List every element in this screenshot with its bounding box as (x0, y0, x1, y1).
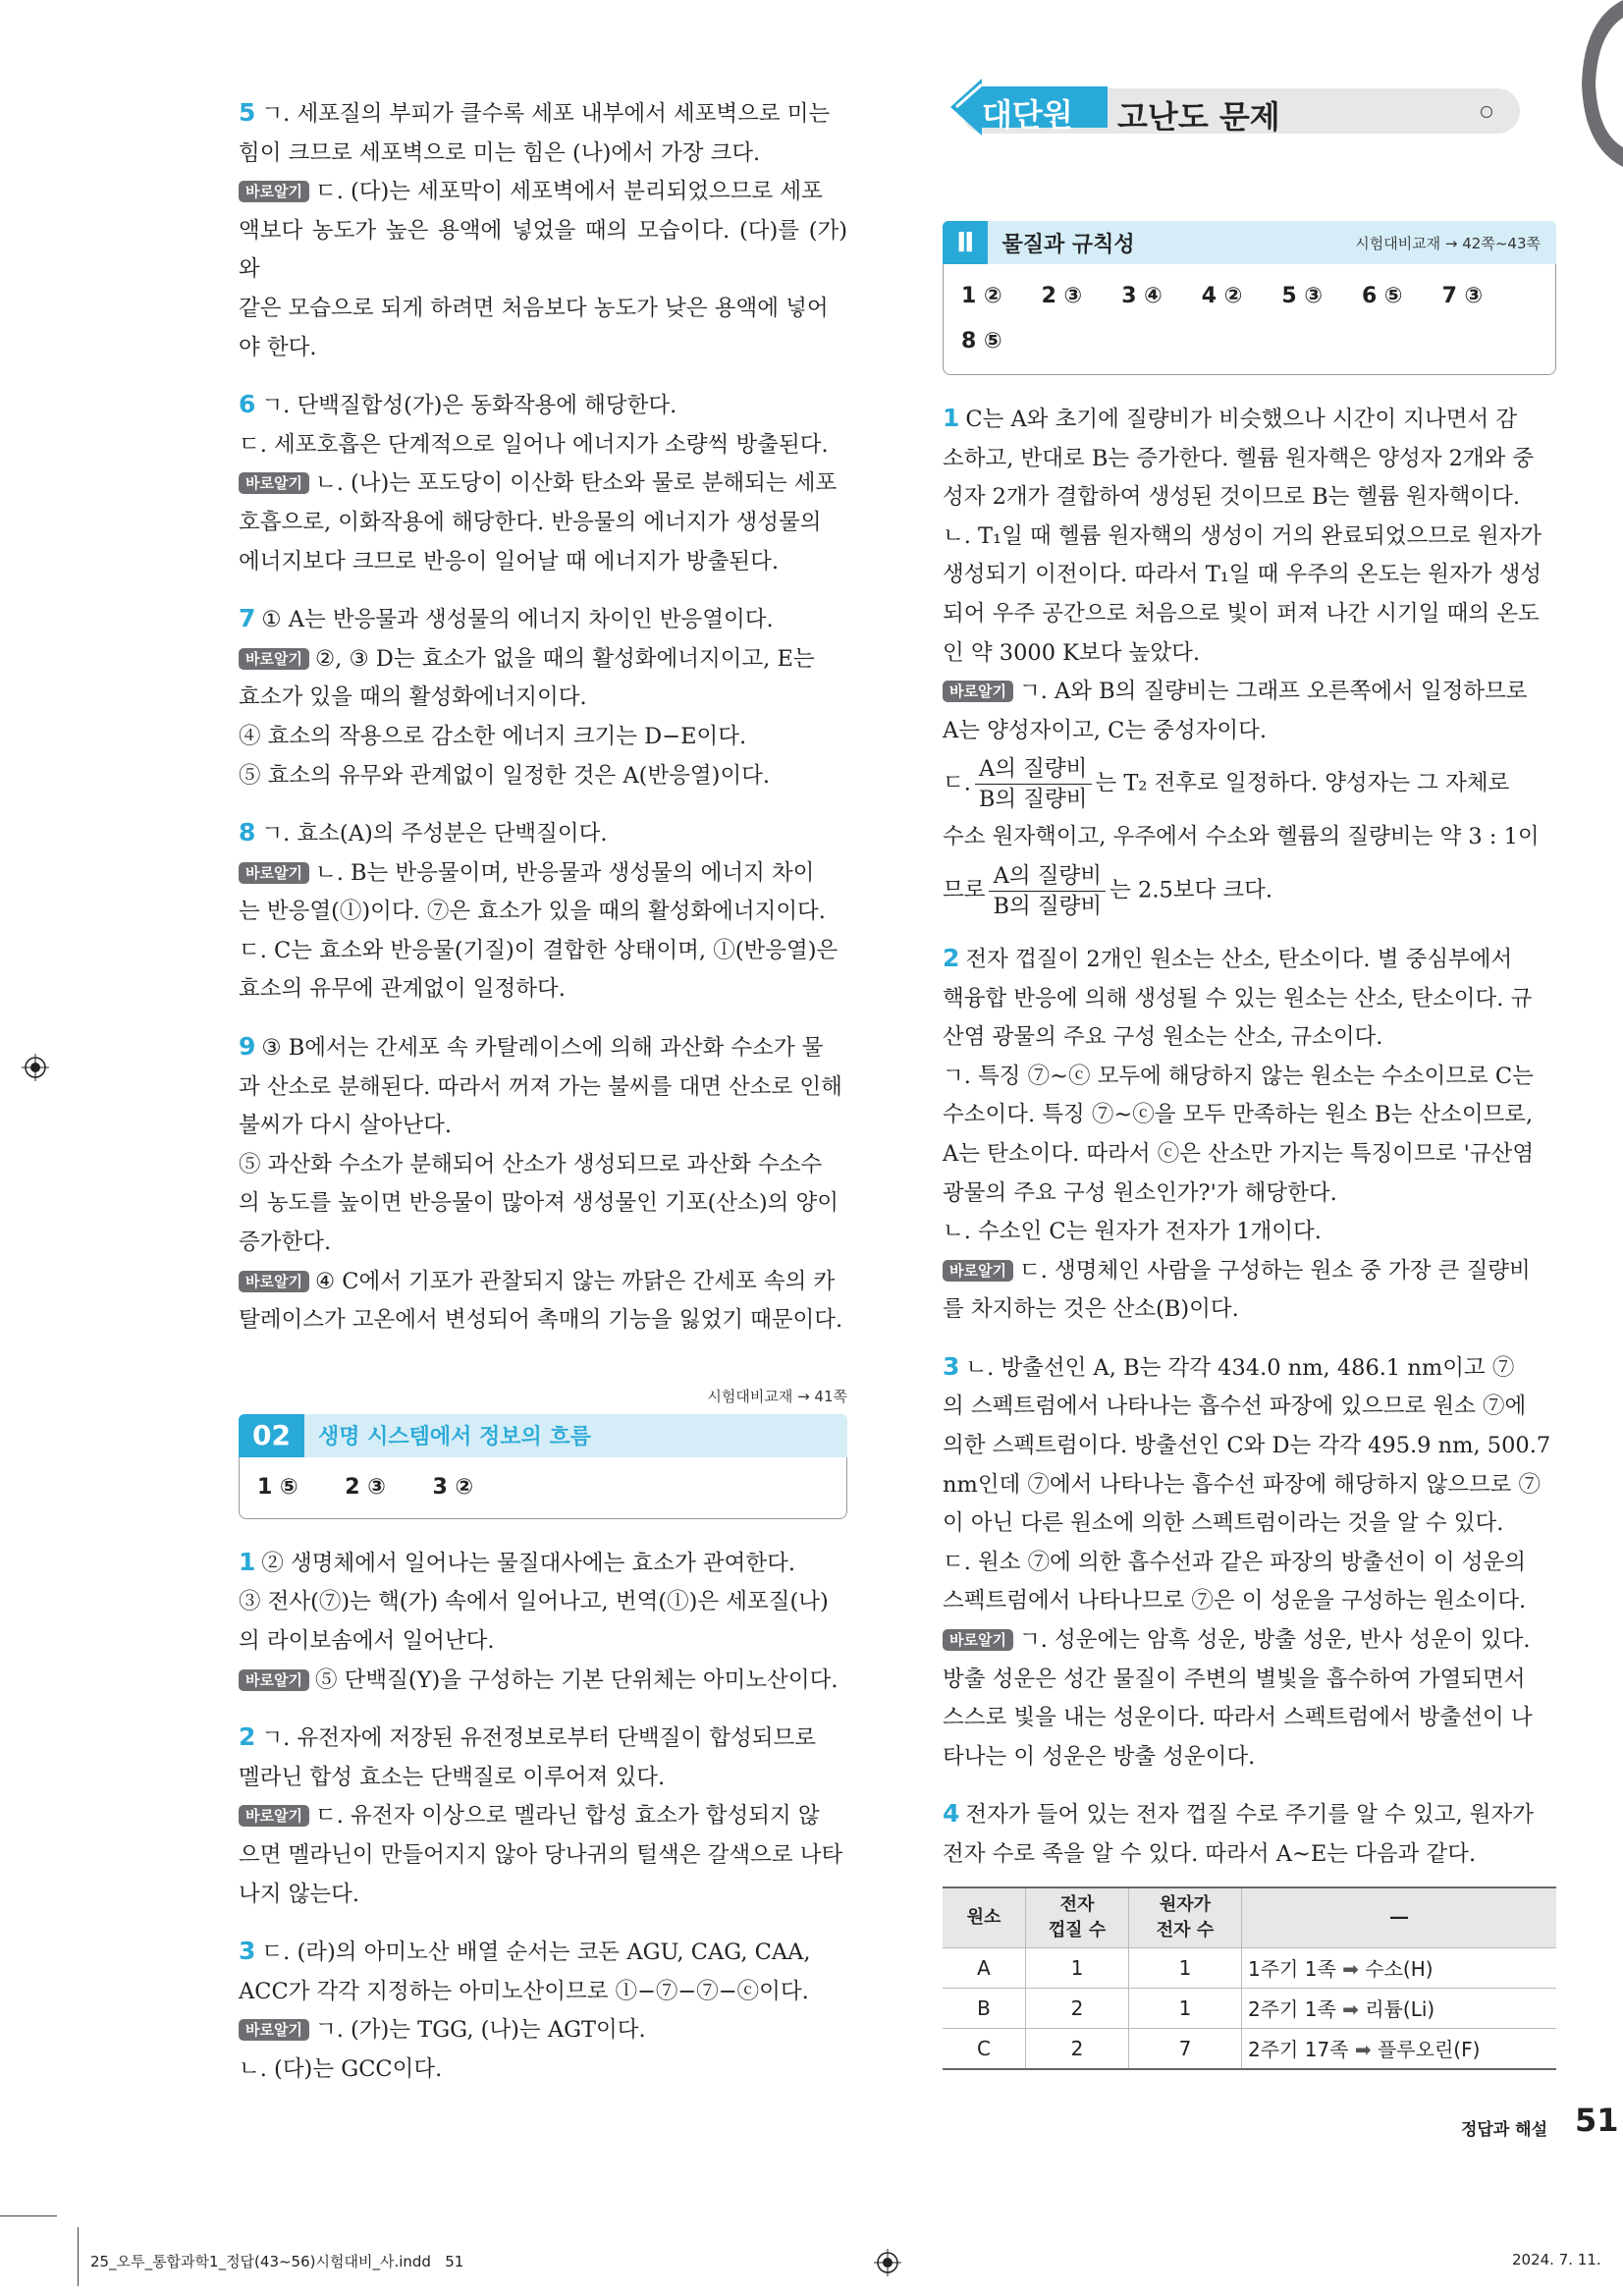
registration-mark-icon (874, 2249, 901, 2276)
answer-text: 호흡으로, 이화작용에 해당한다. 반응물의 에너지가 생성물의 (239, 509, 822, 535)
answer-text: 인 약 3000 K보다 높았다. (943, 639, 1200, 666)
answer-key-item: 4 ② (1201, 284, 1243, 308)
answer-key-item: 8 ⑤ (961, 329, 1002, 354)
answer-text: ㄷ. 세포호흡은 단계적으로 일어나 에너지가 소량씩 방출된다. (239, 431, 829, 458)
answer-II-4 (943, 1794, 1556, 1874)
answer-text: ㄱ. 유전자에 저장된 유전정보로부터 단백질이 합성되므로 (261, 1725, 816, 1752)
fraction-numerator: A의 질량비 (975, 754, 1092, 785)
page-number: 51 (1575, 2102, 1619, 2139)
answer-text: A는 탄소이다. 따라서 ⓒ은 산소만 가지는 특징이므로 '규산염 (943, 1140, 1535, 1167)
section-header-II (943, 221, 1556, 264)
table-cell: 2 (1026, 2028, 1129, 2069)
answer-text: ③ 전사(⑦)는 핵(가) 속에서 일어나고, 번역(ⓛ)은 세포질(나) (239, 1589, 829, 1615)
answer-text: 으면 멜라닌이 만들어지지 않아 당나귀의 털색은 갈색으로 나타 (239, 1841, 843, 1868)
answer-text: 야 한다. (239, 334, 317, 360)
table-cell: 1 (1026, 1947, 1129, 1988)
answer-text: 불씨가 다시 살아난다. (239, 1113, 453, 1139)
answer-text: 탈레이스가 고온에서 변성되어 촉매의 기능을 잃었기 때문이다. (239, 1307, 843, 1334)
table-cell (1242, 1947, 1557, 1988)
fraction-numerator: A의 질량비 (989, 861, 1106, 892)
answer-6 (239, 385, 847, 581)
answer-key-item: 7 ③ (1441, 284, 1484, 308)
table-cell: B (943, 1988, 1026, 2028)
fraction (989, 861, 1106, 921)
table-cell (1242, 2028, 1557, 2069)
answer-text: ④ 효소의 작용으로 감소한 에너지 크기는 D−E이다. (239, 723, 747, 749)
arrow-icon: ➡ (1342, 1997, 1359, 2022)
answer-text: 생성되기 이전이다. 따라서 T₁일 때 우주의 온도는 원자가 생성 (943, 562, 1542, 588)
item-number: 8 (239, 818, 256, 847)
period-group: 2주기 17족 (1248, 2038, 1349, 2062)
answer-text: 수소 원자핵이고, 우주에서 수소와 헬륨의 질량비는 약 3 : 1이 (943, 824, 1540, 850)
answer-text: 소하고, 반대로 B는 증가한다. 헬륨 원자핵은 양성자 2개와 중 (943, 445, 1535, 471)
table-row (943, 1947, 1556, 1988)
answer-text: ㄷ. C는 효소와 반응물(기질)이 결합한 상태이며, ⓛ(반응열)은 (239, 937, 839, 963)
answer-key-02 (239, 1457, 847, 1519)
table-cell: A (943, 1947, 1026, 1988)
table-header: 전자 껍질 수 (1026, 1887, 1129, 1948)
table-header: ― (1242, 1887, 1557, 1948)
answer-key-II (943, 264, 1556, 375)
correction-tag: 바로알기 (239, 2019, 309, 2041)
left-column (239, 93, 847, 2107)
answer-text: ④ C에서 기포가 관찰되지 않는 까닭은 간세포 속의 카 (314, 1268, 836, 1294)
corner-tab-icon (1574, 0, 1623, 167)
textbook-reference: 시험대비교재 → 41쪽 (707, 1387, 847, 1405)
answer-text: ㄴ. T₁일 때 헬륨 원자핵의 생성이 거의 완료되었으므로 원자가 (943, 522, 1542, 549)
registration-mark-icon (22, 1054, 49, 1081)
footer-section-label: 정답과 해설 (1461, 2120, 1548, 2140)
answer-text: 전자 수로 족을 알 수 있다. 따라서 A~E는 다음과 같다. (943, 1841, 1477, 1867)
answer-key-item: 2 ③ (1041, 284, 1083, 308)
crop-line (0, 2215, 57, 2216)
item-number: 2 (943, 943, 960, 972)
answer-text: 의 스펙트럼에서 나타나는 흡수선 파장에 있으므로 원소 ⑦에 (943, 1394, 1527, 1420)
answer-text: 를 차지하는 것은 산소(B)이다. (943, 1296, 1239, 1323)
section-header-02 (239, 1414, 847, 1457)
answer-text: ㄴ. 방출선인 A, B는 각각 434.0 nm, 486.1 nm이고 ⑦ (965, 1354, 1515, 1381)
answer-text: ㄷ. 유전자 이상으로 멜라닌 합성 효소가 합성되지 않 (314, 1803, 820, 1830)
fraction-denominator: B의 질량비 (993, 893, 1103, 919)
table-cell: C (943, 2028, 1026, 2069)
answer-text: ㄷ. (라)의 아미노산 배열 순서는 코돈 AGU, CAG, CAA, (261, 1940, 811, 1966)
item-number: 1 (239, 1547, 256, 1576)
answer-text: 효소의 유무에 관계없이 일정하다. (239, 976, 566, 1003)
answer-text: 되어 우주 공간으로 처음으로 빛이 퍼져 나간 시기일 때의 온도 (943, 600, 1540, 627)
answer-text: ㄱ. 효소(A)의 주성분은 단백질이다. (261, 821, 608, 847)
answer-text: 나지 않는다. (239, 1881, 359, 1907)
correction-tag: 바로알기 (239, 1271, 309, 1292)
answer-text: 멜라닌 합성 효소는 단백질로 이루어져 있다. (239, 1764, 666, 1790)
correction-tag: 바로알기 (239, 472, 309, 494)
correction-tag: 바로알기 (239, 181, 309, 202)
item-number: 7 (239, 604, 256, 633)
answer-text: C는 A와 초기에 질량비가 비슷했으나 시간이 지나면서 감 (965, 407, 1518, 432)
answer-text: ACC가 각각 지정하는 아미노산이므로 ⓛ−⑦−⑦−ⓒ이다. (239, 1978, 809, 2004)
section-number: Ⅱ (943, 221, 988, 264)
right-column (943, 167, 1556, 2070)
table-cell: 7 (1129, 2028, 1242, 2069)
answer-key-item: 3 ④ (1121, 284, 1163, 308)
item-number: 1 (943, 404, 960, 432)
answer-text: 과 산소로 분해된다. 따라서 꺼져 가는 불씨를 대면 산소로 인해 (239, 1073, 842, 1100)
textbook-reference: 시험대비교재 → 42쪽~43쪽 (1355, 234, 1541, 252)
fraction (975, 754, 1092, 814)
arrow-icon: ➡ (1354, 2038, 1372, 2062)
answer-text: 전자 껍질이 2개인 원소는 산소, 탄소이다. 별 중심부에서 (965, 946, 1513, 972)
crop-line (78, 2227, 79, 2286)
answer-text: ㄷ. (943, 770, 971, 796)
correction-tag: 바로알기 (943, 1260, 1013, 1282)
section-number: 02 (239, 1414, 304, 1457)
fraction-denominator: B의 질량비 (978, 787, 1088, 813)
answer-text: 같은 모습으로 되게 하려면 처음보다 농도가 낮은 용액에 넣어 (239, 295, 829, 321)
answer-text: ⑤ 단백질(Y)을 구성하는 기본 단위체는 아미노산이다. (314, 1667, 839, 1693)
correction-tag: 바로알기 (943, 681, 1013, 702)
period-group: 1주기 1족 (1248, 1957, 1336, 1982)
answer-text: 타나는 이 성운은 방출 성운이다. (943, 1743, 1256, 1770)
answer-text: ㄴ. (다)는 GCC이다. (239, 2055, 443, 2082)
answer-text: ㄷ. 생명체인 사람을 구성하는 원소 중 가장 큰 질량비 (1018, 1257, 1531, 1284)
period-group: 2주기 1족 (1248, 1997, 1336, 2022)
answer-8 (239, 813, 847, 1010)
answer-02-1 (239, 1543, 847, 1700)
answer-text: 는 반응열(ⓛ)이다. ⑦은 효소가 있을 때의 활성화에너지이다. (239, 899, 826, 925)
answer-text: 는 2.5보다 크다. (1109, 877, 1273, 903)
element-name: 플루오린(F) (1377, 2038, 1481, 2062)
answer-9 (239, 1027, 847, 1340)
answer-text: 의한 스펙트럼이다. 방출선인 C와 D는 각각 495.9 nm, 500.7 (943, 1433, 1551, 1459)
answer-text: 의 농도를 높이면 반응물이 많아져 생성물인 기포(산소)의 양이 (239, 1190, 839, 1217)
answer-text: ㄴ. 수소인 C는 원자가 전자가 1개이다. (943, 1219, 1322, 1245)
answer-II-2 (943, 939, 1556, 1330)
item-number: 5 (239, 98, 256, 127)
answer-text: ㄱ. (가)는 TGG, (나)는 AGT이다. (314, 2017, 646, 2044)
answer-text: 증가한다. (239, 1230, 332, 1256)
answer-text: 의 라이보솜에서 일어난다. (239, 1628, 495, 1654)
answer-02-3 (239, 1932, 847, 2089)
title-badge-text: 대단원 (982, 96, 1073, 134)
answer-text: ㄴ. (나)는 포도당이 이산화 탄소와 물로 분해되는 세포 (314, 470, 838, 497)
answer-text: 수소이다. 특징 ⑦~ⓒ을 모두 만족하는 원소 B는 산소이므로, (943, 1102, 1534, 1128)
answer-text: 는 T₂ 전후로 일정하다. 양성자는 그 자체로 (1095, 770, 1510, 796)
item-number: 3 (943, 1351, 960, 1381)
answer-text: 효소가 있을 때의 활성화에너지이다. (239, 684, 587, 711)
answer-II-1 (943, 399, 1556, 921)
table-cell: 1 (1129, 1947, 1242, 1988)
item-number: 4 (943, 1799, 960, 1829)
answer-text: 광물의 주요 구성 원소인가?'가 해당한다. (943, 1179, 1337, 1206)
answer-text: ㄱ. 특징 ⑦~ⓒ 모두에 해당하지 않는 원소는 수소이므로 C는 (943, 1063, 1534, 1089)
answer-7 (239, 599, 847, 795)
answer-text: 핵융합 반응에 의해 생성될 수 있는 원소는 산소, 탄소이다. 규 (943, 985, 1533, 1011)
table-cell: 2 (1026, 1988, 1129, 2028)
element-name: 수소(H) (1365, 1957, 1434, 1982)
answer-text: ② 생명체에서 일어나는 물질대사에는 효소가 관여한다. (261, 1550, 795, 1576)
answer-text: 스펙트럼에서 나타나므로 ⑦은 이 성운을 구성하는 원소이다. (943, 1588, 1527, 1614)
correction-tag: 바로알기 (239, 1805, 309, 1827)
answer-text: nm인데 ⑦에서 나타나는 흡수선 파장에 해당하지 않으므로 ⑦ (943, 1471, 1542, 1498)
table-cell (1242, 1988, 1557, 2028)
answer-02-2 (239, 1718, 847, 1914)
section-title: 물질과 규칙성 (1001, 232, 1135, 257)
answer-II-3 (943, 1347, 1556, 1777)
answer-text: ㄱ. 세포질의 부피가 클수록 세포 내부에서 세포벽으로 미는 (261, 101, 831, 127)
item-number: 6 (239, 390, 256, 419)
element-table (943, 1886, 1556, 2070)
file-info: 25_오투_통합과학1_정답(43~56)시험대비_사.indd 51 (90, 2253, 464, 2270)
answer-key-item: 6 ⑤ (1361, 284, 1403, 308)
correction-tag: 바로알기 (239, 862, 309, 884)
answer-text: ㄷ. 원소 ⑦에 의한 흡수선과 같은 파장의 방출선이 이 성운의 (943, 1549, 1526, 1575)
answer-text: 스스로 빛을 내는 성운이다. 따라서 스펙트럼에서 방출선이 나 (943, 1705, 1533, 1731)
element-name: 리튬(Li) (1365, 1997, 1435, 2022)
answer-text: ㄱ. A와 B의 질량비는 그래프 오른쪽에서 일정하므로 (1018, 679, 1528, 705)
item-number: 2 (239, 1722, 256, 1752)
answer-text: ㄷ. (다)는 세포막이 세포벽에서 분리되었으므로 세포 (314, 179, 823, 205)
answer-text: A는 양성자이고, C는 중성자이다. (943, 717, 1268, 743)
item-number: 3 (239, 1937, 256, 1966)
answer-text: ③ B에서는 간세포 속 카탈레이스에 의해 과산화 수소가 물 (261, 1035, 824, 1062)
arrow-icon: ➡ (1342, 1957, 1359, 1982)
answer-text: ②, ③ D는 효소가 없을 때의 활성화에너지이고, E는 (314, 645, 815, 672)
answer-5 (239, 93, 847, 367)
answer-text: 방출 성운은 성간 물질이 주변의 별빛을 흡수하여 가열되면서 (943, 1666, 1526, 1692)
table-row (943, 1988, 1556, 2028)
answer-key-item: 2 ③ (345, 1474, 386, 1500)
print-date: 2024. 7. 11. (1512, 2251, 1601, 2269)
answer-key-item: 1 ② (961, 284, 1002, 308)
table-row (943, 2028, 1556, 2069)
answer-text: 전자가 들어 있는 전자 껍질 수로 주기를 알 수 있고, 원자가 (965, 1802, 1534, 1829)
answer-text: ⑤ 효소의 유무와 관계없이 일정한 것은 A(반응열)이다. (239, 762, 771, 789)
table-header: 원자가 전자 수 (1129, 1887, 1242, 1948)
answer-text: ㄱ. 성운에는 암흑 성운, 방출 성운, 반사 성운이 있다. (1018, 1627, 1531, 1654)
answer-text: 므로 (943, 877, 986, 903)
page-title: 고난도 문제 (1117, 98, 1280, 136)
answer-text: 산염 광물의 주요 구성 원소는 산소, 규소이다. (943, 1024, 1383, 1051)
answer-key-item: 5 ③ (1281, 284, 1323, 308)
answer-text: 힘이 크므로 세포벽으로 미는 힘은 (나)에서 가장 크다. (239, 139, 761, 166)
correction-tag: 바로알기 (239, 1669, 309, 1691)
answer-text: 성자 2개가 결합하여 생성된 것이므로 B는 헬륨 원자핵이다. (943, 484, 1520, 511)
answer-text: ㄱ. 단백질합성(가)은 동화작용에 해당한다. (261, 393, 677, 419)
section-title: 생명 시스템에서 정보의 흐름 (317, 1425, 591, 1450)
correction-tag: 바로알기 (943, 1629, 1013, 1651)
table-cell: 1 (1129, 1988, 1242, 2028)
correction-tag: 바로알기 (239, 648, 309, 670)
answer-text: ① A는 반응물과 생성물의 에너지 차이인 반응열이다. (261, 607, 774, 633)
answer-text: 액보다 농도가 높은 용액에 넣었을 때의 모습이다. (다)를 (가)와 (239, 217, 847, 283)
answer-text: ⑤ 과산화 수소가 분해되어 산소가 생성되므로 과산화 수소수 (239, 1151, 823, 1177)
answer-key-item: 1 ⑤ (257, 1474, 298, 1500)
answer-text: 이 아닌 다른 원소에 의한 스펙트럼이라는 것을 알 수 있다. (943, 1510, 1504, 1537)
item-number: 9 (239, 1032, 256, 1062)
answer-key-item: 3 ② (432, 1474, 474, 1500)
table-header: 원소 (943, 1887, 1026, 1948)
title-dot-icon (1481, 106, 1492, 118)
unit-title-banner (943, 77, 1520, 141)
answer-text: 에너지보다 크므로 반응이 일어날 때 에너지가 방출된다. (239, 548, 779, 574)
answer-text: ㄴ. B는 반응물이며, 반응물과 생성물의 에너지 차이 (314, 859, 815, 886)
